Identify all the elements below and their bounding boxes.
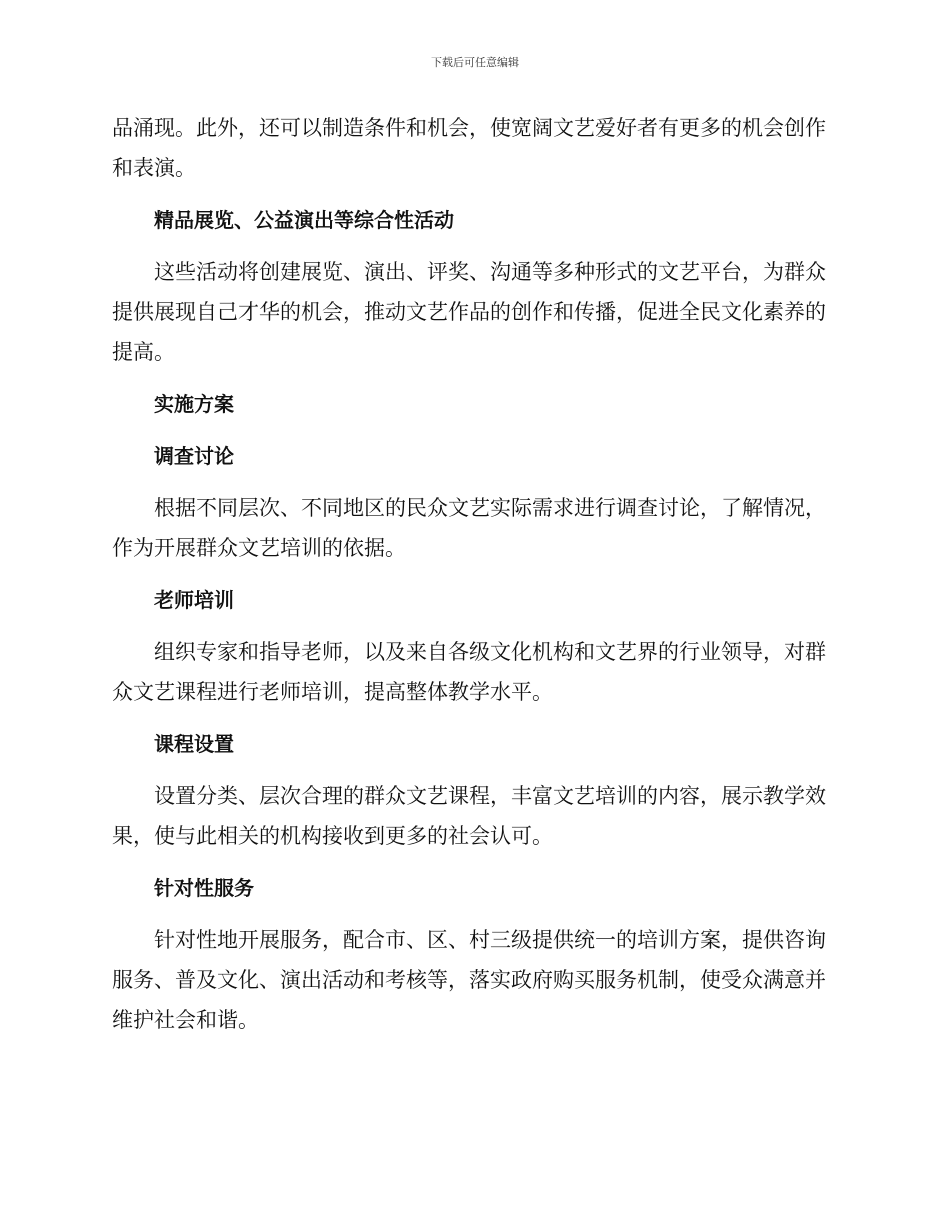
paragraph-survey: 根据不同层次、不同地区的民众文艺实际需求进行调查讨论，了解情况，作为开展群众文艺培训的依据。 xyxy=(112,496,826,560)
subheading-targeted-service: 针对性服务 xyxy=(154,876,254,900)
subheading-survey: 调查讨论 xyxy=(154,444,234,468)
paragraph-course-setup: 设置分类、层次合理的群众文艺课程，丰富文艺培训的内容，展示教学效果，使与此相关的机构接收到更多的社会认可。 xyxy=(112,784,826,848)
section-heading-activities: 精品展览、公益演出等综合性活动 xyxy=(154,208,454,232)
page-header-note: 下载后可任意编辑 xyxy=(431,56,519,69)
section-heading-implementation: 实施方案 xyxy=(154,392,234,416)
paragraph-intro-continuation: 品涌现。此外，还可以制造条件和机会，使宽阔文艺爱好者有更多的机会创作和表演。 xyxy=(112,116,826,180)
paragraph-targeted-service: 针对性地开展服务，配合市、区、村三级提供统一的培训方案，提供咨询服务、普及文化、演出活动和考核等，落实政府购买服务机制，使受众满意并维护社会和谐。 xyxy=(112,928,826,1032)
paragraph-teacher-training: 组织专家和指导老师，以及来自各级文化机构和文艺界的行业领导，对群众文艺课程进行老师培训，提高整体教学水平。 xyxy=(112,640,826,704)
document-body xyxy=(112,108,830,1052)
paragraph-activities: 这些活动将创建展览、演出、评奖、沟通等多种形式的文艺平台，为群众提供展现自己才华的机会，推动文艺作品的创作和传播，促进全民文化素养的提高。 xyxy=(112,260,826,364)
subheading-teacher-training: 老师培训 xyxy=(154,588,234,612)
subheading-course-setup: 课程设置 xyxy=(154,732,234,756)
